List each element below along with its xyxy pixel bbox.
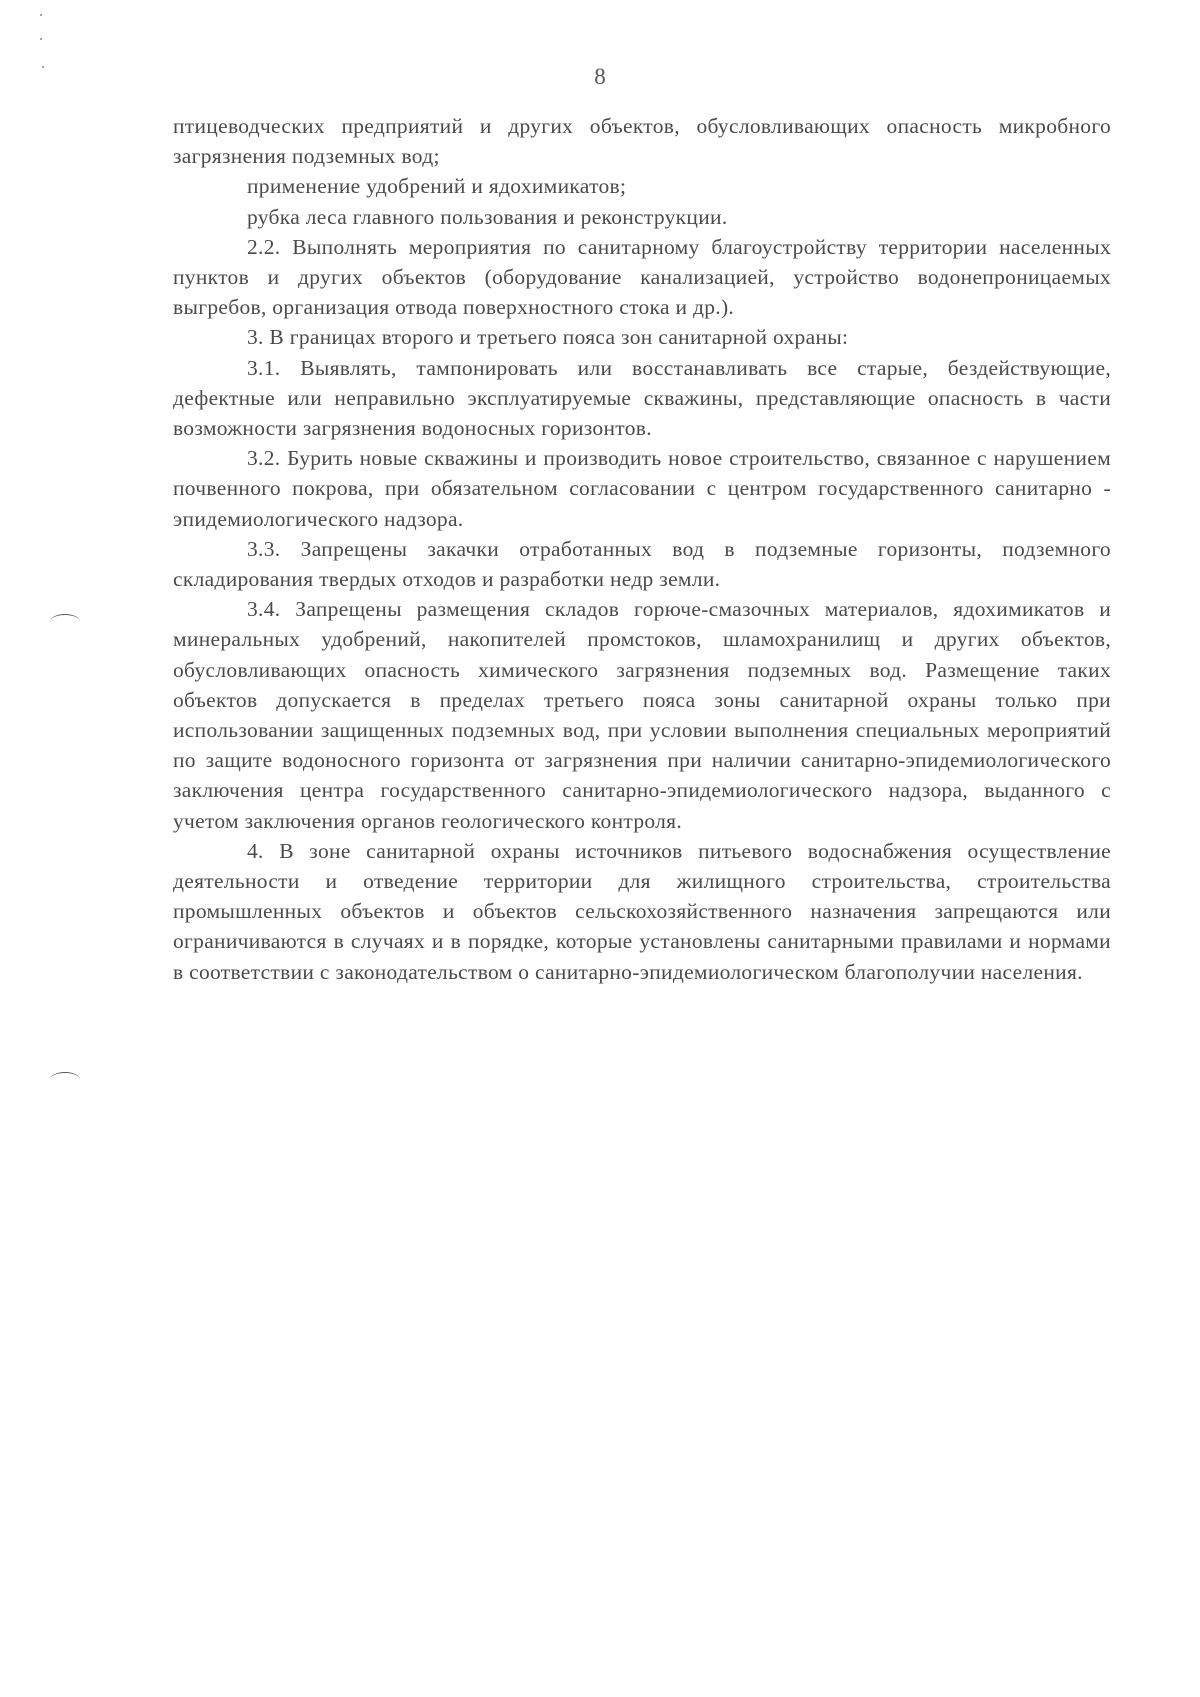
paragraph: применение удобрений и ядохимикатов; bbox=[247, 174, 627, 199]
document-body bbox=[173, 111, 1111, 987]
paragraph: 3. В границах второго и третьего пояса зон санитарной охраны: bbox=[247, 325, 849, 350]
scan-speck bbox=[40, 14, 42, 16]
paragraph: 4. В зоне санитарной охраны источников питьевого водоснабжения осуществление деятельности и отведение территории для жилищного строительства, строительства промышленных объектов и объектов сельскохозяйственного назначения запрещаются или ограничиваются в случаях и в порядке, которые установлены санитарными правилами и нормами в соответствии с законодательством о санитарно-эпидемиологическом благополучии населения. bbox=[173, 838, 1111, 984]
page-number: 8 bbox=[594, 64, 606, 89]
paragraph: 3.2. Бурить новые скважины и производить новое строительство, связанное с нарушением почвенного покрова, при обязательном согласовании с центром государственного санитарно - эпидемиологического надзора. bbox=[173, 446, 1111, 531]
paragraph: рубка леса главного пользования и реконструкции. bbox=[247, 204, 728, 229]
punch-hole-mark bbox=[50, 614, 80, 629]
paragraph: 3.4. Запрещены размещения складов горюче-смазочных материалов, ядохимикатов и минеральных удобрений, накопителей промстоков, шламохранилищ и других объектов, обусловливающих опасность химического загрязнения подземных вод. Размещение таких объектов допускается в пределах третьего пояса зоны санитарной охраны только при использовании защищенных подземных вод, при условии выполнения специальных мероприятий по защите водоносного горизонта от загрязнения при наличии санитарно-эпидемиологического заключения центра государственного санитарно-эпидемиологического надзора, выданного с учетом заключения органов геологического контроля. bbox=[173, 597, 1111, 833]
paragraph: 3.3. Запрещены закачки отработанных вод в подземные горизонты, подземного складирования твердых отходов и разработки недр земли. bbox=[173, 536, 1111, 592]
paragraph: 2.2. Выполнять мероприятия по санитарному благоустройству территории населенных пунктов и других объектов (оборудование канализацией, устройство водонепроницаемых выгребов, организация отвода поверхностного стока и др.). bbox=[173, 234, 1111, 320]
paragraph: 3.1. Выявлять, тампонировать или восстанавливать все старые, бездействующие, дефектные или неправильно эксплуатируемые скважины, представляющие опасность в части возможности загрязнения водоносных горизонтов. bbox=[173, 355, 1111, 441]
punch-hole-mark bbox=[50, 1072, 80, 1087]
scan-speck bbox=[40, 38, 42, 40]
paragraph: птицеводческих предприятий и других объектов, обусловливающих опасность микробного загрязнения подземных вод; bbox=[173, 114, 1111, 169]
